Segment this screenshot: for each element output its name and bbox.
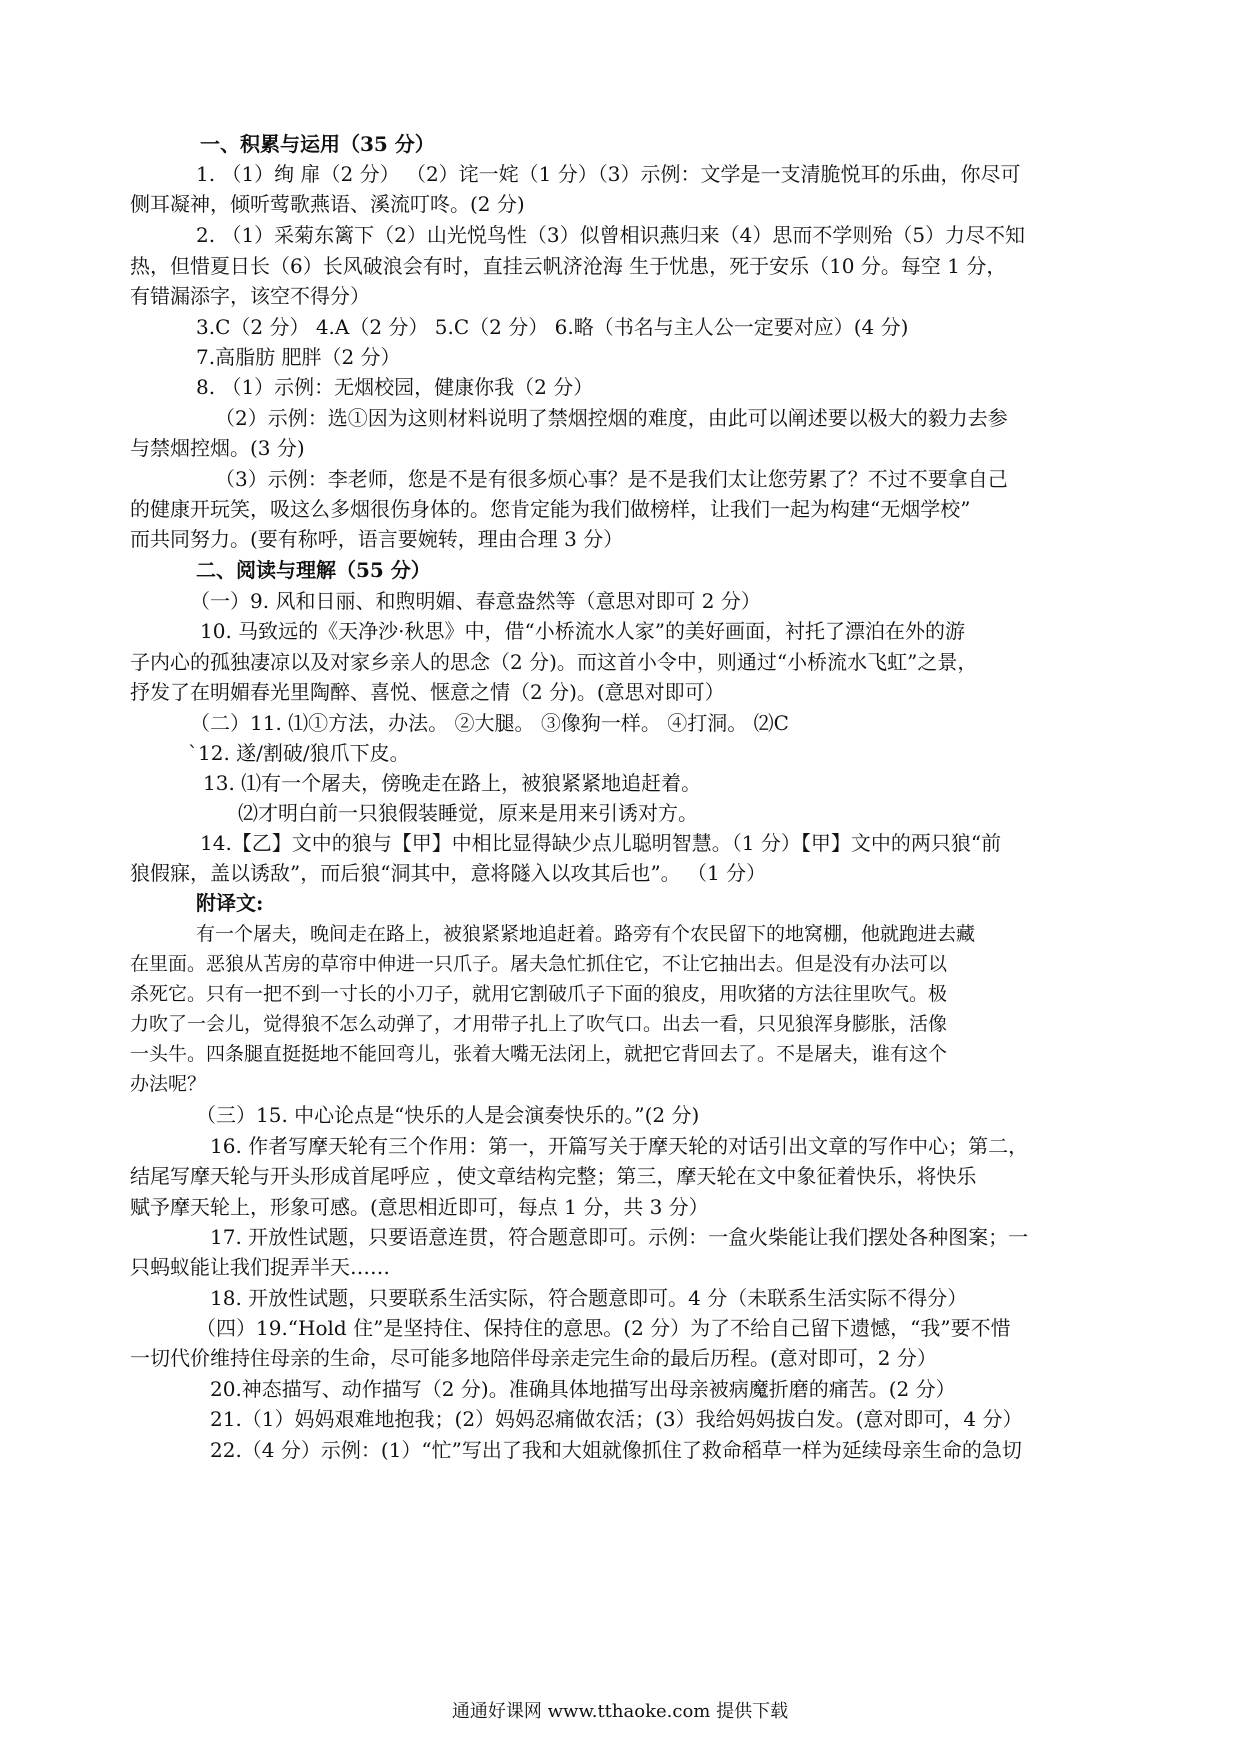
section-2-heading: 二、阅读与理解（55 分） [196, 558, 431, 582]
answer-q1-cont: 侧耳凝神，倾听莺歌燕语、溪流叮咚。(2 分) [130, 192, 525, 216]
answer-q2-cont: 有错漏添字，该空不得分） [130, 284, 370, 308]
answer-q11: （二）11. ⑴①方法，办法。 ②大腿。 ③像狗一样。 ④打洞。 ⑵C [190, 711, 789, 735]
answer-q13-2: ⑵才明白前一只狼假装睡觉，原来是用来引诱对方。 [238, 801, 698, 825]
answer-q18: 18. 开放性试题，只要联系生活实际，符合题意即可。4 分（未联系生活实际不得分） [210, 1286, 968, 1310]
translation-text: 杀死它。只有一把不到一寸长的小刀子，就用它割破爪子下面的狼皮，用吹猪的方法往里吹气。极 [130, 983, 948, 1005]
answer-q7: 7.高脂肪 肥胖（2 分） [196, 345, 401, 369]
answer-q20: 20.神态描写、动作描写（2 分)。准确具体地描写出母亲被病魔折磨的痛苦。(2 分） [210, 1377, 956, 1401]
translation-text: 在里面。恶狼从苫房的草帘中伸进一只爪子。屠夫急忙抓住它，不让它抽出去。但是没有办法可以 [130, 953, 948, 975]
answer-q22: 22.（4 分）示例：(1）“忙”写出了我和大姐就像抓住了救命稻草一样为延续母亲生命的急切 [210, 1438, 1022, 1462]
answer-q2-cont: 热，但惜夏日长（6）长风破浪会有时，直挂云帆济沧海 生于忧患，死于安乐（10 分。每空 1 分， [130, 254, 1007, 278]
translation-text: 力吹了一会儿，觉得狼不怎么动弹了，才用带子扎上了吹气口。出去一看，只见狼浑身膨胀，活像 [130, 1013, 948, 1035]
answer-q2: 2. （1）采菊东篱下（2）山光悦鸟性（3）似曾相识燕归来（4）思而不学则殆（5）力尽不知 [196, 223, 1026, 247]
answer-q16: 16. 作者写摩天轮有三个作用：第一，开篇写关于摩天轮的对话引出文章的写作中心；第二， [210, 1134, 1029, 1158]
answer-q9: （一）9. 风和日丽、和煦明媚、春意盎然等（意思对即可 2 分） [190, 589, 761, 613]
answer-q13-1: 13. ⑴有一个屠夫，傍晚走在路上，被狼紧紧地追赶着。 [203, 771, 702, 795]
answer-q10-cont: 子内心的孤独凄凉以及对家乡亲人的思念（2 分)。而这首小令中，则通过“小桥流水飞虹”之景， [130, 650, 978, 674]
answer-q14-cont: 狼假寐，盖以诱敌”，而后狼“洞其中，意将隧入以攻其后也”。 （1 分） [130, 861, 767, 885]
answer-q21: 21.（1）妈妈艰难地抱我；(2）妈妈忍痛做农活；(3）我给妈妈拔白发。(意对即可，4 分） [210, 1407, 1023, 1431]
translation-text: 办法呢？ [130, 1073, 207, 1095]
answer-q8-1: 8. （1）示例：无烟校园，健康你我（2 分） [196, 375, 594, 399]
answer-q10: 10. 马致远的《天净沙·秋思》中，借“小桥流水人家”的美好画面，衬托了漂泊在外的游 [200, 619, 965, 643]
answer-q17: 17. 开放性试题，只要语意连贯，符合题意即可。示例：一盒火柴能让我们摆处各种图案；一 [210, 1225, 1029, 1249]
translation-text: 一头牛。四条腿直挺挺地不能回弯儿，张着大嘴无法闭上，就把它背回去了。不是屠夫，谁有这个 [130, 1043, 948, 1065]
answer-q8-3-cont: 的健康开玩笑，吸这么多烟很伤身体的。您肯定能为我们做榜样，让我们一起为构建“无烟学校” [130, 497, 971, 521]
answer-q3-q6: 3.C（2 分） 4.A（2 分） 5.C（2 分） 6.略（书名与主人公一定要对应）(4 分) [196, 315, 909, 339]
answer-q14: 14.【乙】文中的狼与【甲】中相比显得缺少点儿聪明智慧。（1 分）【甲】文中的两只狼“前 [200, 831, 1002, 855]
answer-q19-cont: 一切代价维持住母亲的生命，尽可能多地陪伴母亲走完生命的最后历程。(意对即可，2 分） [130, 1346, 937, 1370]
answer-q17-cont: 只蚂蚁能让我们捉弄半天…… [130, 1255, 390, 1279]
answer-q8-2: （2）示例：选①因为这则材料说明了禁烟控烟的难度，由此可以阐述要以极大的毅力去参 [215, 406, 1008, 430]
answer-q8-3: （3）示例：李老师，您是不是有很多烦心事？是不是我们太让您劳累了？不过不要拿自己 [215, 467, 1008, 491]
answer-q16-cont: 赋予摩天轮上，形象可感。(意思相近即可，每点 1 分，共 3 分） [130, 1195, 709, 1219]
answer-q16-cont: 结尾写摩天轮与开头形成首尾呼应 ，使文章结构完整；第三，摩天轮在文中象征着快乐，将快乐 [130, 1164, 977, 1188]
answer-q19: （四）19.“Hold 住”是坚持住、保持住的意思。(2 分）为了不给自己留下遗憾，“我”要不惜 [196, 1316, 1011, 1340]
answer-q8-2-cont: 与禁烟控烟。(3 分) [130, 436, 305, 460]
section-1-heading: 一、积累与运用（35 分） [200, 132, 435, 156]
translation-text: 有一个屠夫，晚间走在路上，被狼紧紧地追赶着。路旁有个农民留下的地窝棚，他就跑进去藏 [196, 923, 976, 945]
answer-q10-cont: 抒发了在明媚春光里陶醉、喜悦、惬意之情（2 分)。(意思对即可） [130, 680, 725, 704]
answer-q1: 1. （1）绚 扉（2 分） （2）诧一姹（1 分）（3）示例：文学是一支清脆悦耳的乐曲，你尽可 [196, 162, 1021, 186]
answer-q12: `12. 遂/割破/狼爪下皮。 [188, 741, 410, 765]
answer-q15: （三）15. 中心论点是“快乐的人是会演奏快乐的。”(2 分) [196, 1103, 700, 1127]
page-footer: 通通好课网 www.tthaoke.com 提供下载 [451, 1701, 789, 1722]
translation-heading: 附译文: [196, 891, 264, 915]
answer-q8-3-cont: 而共同努力。(要有称呼，语言要婉转，理由合理 3 分） [130, 527, 624, 551]
